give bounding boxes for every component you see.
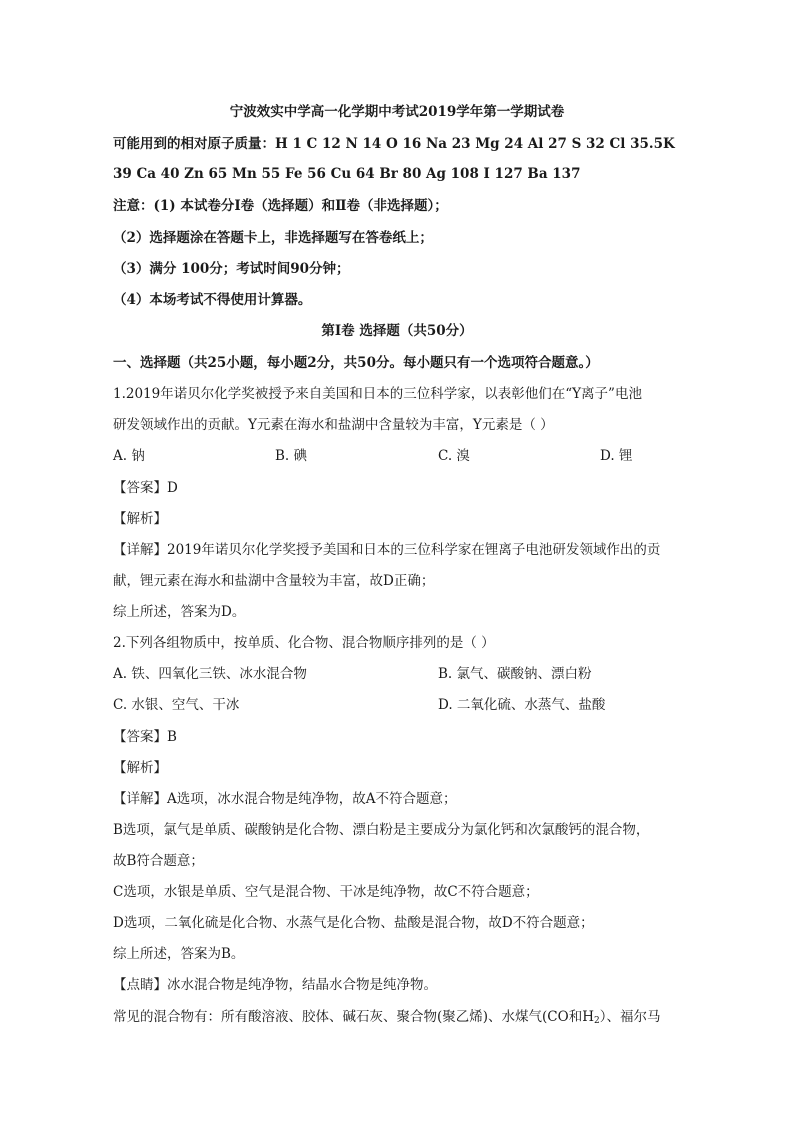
q2-option-b: B. 氯气、碳酸钠、漂白粉 xyxy=(438,666,592,682)
q2-detail-c: C选项，水银是单质、空气是混合物、干冰是纯净物，故C不符合题意； xyxy=(113,884,539,900)
part-heading: 一、选择题（共25小题，每小题2分，共50分。每小题只有一个选项符合题意。） xyxy=(113,355,599,371)
q1-detail-line-2: 献，锂元素在海水和盐湖中含量较为丰富，故D正确； xyxy=(113,573,435,589)
q2-option-c: C. 水银、空气、干冰 xyxy=(113,697,240,713)
atomic-mass-line-1: 可能用到的相对原子质量：H 1 C 12 N 14 O 16 Na 23 Mg 24 Al 27 S 32 Cl 35.5K xyxy=(113,136,675,152)
q2-option-d: D. 二氧化硫、水蒸气、盐酸 xyxy=(438,697,606,713)
q2-option-a: A. 铁、四氧化三铁、冰水混合物 xyxy=(113,666,307,682)
q1-option-a: A. 钠 xyxy=(113,448,145,464)
q1-summary: 综上所述，答案为D。 xyxy=(113,604,246,620)
q1-stem-line-1: 1.2019年诺贝尔化学奖被授予来自美国和日本的三位科学家，以表彰他们在“Y离子”电池 xyxy=(113,386,642,402)
q1-option-c: C. 溴 xyxy=(438,448,470,464)
q2-subscript: 2 xyxy=(593,1016,600,1026)
q2-common-mixtures xyxy=(113,1007,660,1027)
note-4: （4）本场考试不得使用计算器。 xyxy=(113,292,312,308)
q1-analysis-label: 【解析】 xyxy=(113,511,167,527)
q2-common-mixtures-prefix: 常见的混合物有：所有酸溶液、胶体、碱石灰、聚合物(聚乙烯)、水煤气(CO和H xyxy=(113,1009,594,1025)
q2-stem: 2.下列各组物质中，按单质、化合物、混合物顺序排列的是（ ） xyxy=(113,635,495,651)
q2-answer: 【答案】B xyxy=(113,729,177,745)
note-2: （2）选择题涂在答题卡上，非选择题写在答卷纸上； xyxy=(113,230,433,246)
q2-common-mixtures-suffix: ）、福尔马 xyxy=(599,1009,661,1025)
q2-analysis-label: 【解析】 xyxy=(113,760,167,776)
q2-tip: 【点睛】冰水混合物是纯净物，结晶水合物是纯净物。 xyxy=(113,977,437,993)
q1-option-b: B. 碘 xyxy=(275,448,308,464)
q2-summary: 综上所述，答案为B。 xyxy=(113,946,245,962)
q2-detail-d: D选项，二氧化硫是化合物、水蒸气是化合物、盐酸是混合物，故D不符合题意； xyxy=(113,915,594,931)
q2-detail-b-line-2: 故B符合题意； xyxy=(113,853,204,869)
q1-stem-line-2: 研发领域作出的贡献。Y元素在海水和盐湖中含量较为丰富，Y元素是（ ） xyxy=(113,417,554,433)
page-title: 宁波效实中学高一化学期中考试2019学年第一学期试卷 xyxy=(229,104,565,120)
section-title: 第Ⅰ卷 选择题（共50分） xyxy=(321,323,473,339)
note-3: （3）满分 100分；考试时间90分钟； xyxy=(113,261,350,277)
q1-answer: 【答案】D xyxy=(113,480,178,496)
q1-option-d: D. 锂 xyxy=(600,448,633,464)
q1-detail-line-1: 【详解】2019年诺贝尔化学奖授予美国和日本的三位科学家在锂离子电池研发领域作出的贡 xyxy=(113,542,661,558)
note-1: 注意：(1) 本试卷分Ⅰ卷（选择题）和Ⅱ卷（非选择题）； xyxy=(113,198,448,214)
q2-detail-b-line-1: B选项，氯气是单质、碳酸钠是化合物、漂白粉是主要成分为氯化钙和次氯酸钙的混合物， xyxy=(113,822,650,838)
atomic-mass-line-2: 39 Ca 40 Zn 65 Mn 55 Fe 56 Cu 64 Br 80 Ag 108 I 127 Ba 137 xyxy=(113,166,581,182)
q2-detail-a: 【详解】A选项，冰水混合物是纯净物，故A不符合题意； xyxy=(113,791,457,807)
